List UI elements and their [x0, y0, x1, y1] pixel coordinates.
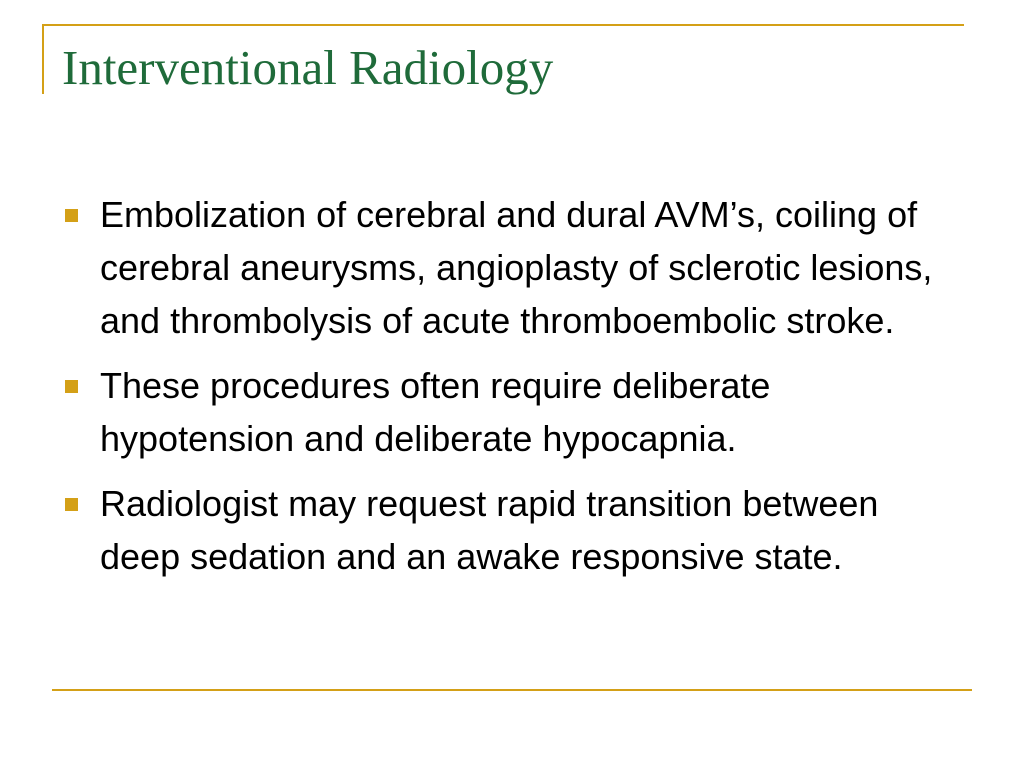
bullet-text: These procedures often require deliberate hypotension and deliberate hypocapnia. — [100, 365, 771, 459]
left-border-line — [42, 24, 44, 94]
square-bullet-icon — [65, 498, 78, 511]
bullet-list — [62, 188, 962, 595]
bullet-item — [62, 477, 962, 583]
bullet-item — [62, 188, 962, 347]
square-bullet-icon — [65, 209, 78, 222]
square-bullet-icon — [65, 380, 78, 393]
bullet-item — [62, 359, 962, 465]
bottom-border-line — [52, 689, 972, 691]
top-border-line — [42, 24, 964, 26]
bullet-text: Radiologist may request rapid transition between deep sedation and an awake responsive state. — [100, 483, 879, 577]
slide-title: Interventional Radiology — [62, 40, 554, 95]
bullet-text: Embolization of cerebral and dural AVM’s, coiling of cerebral aneurysms, angioplasty of sclerotic lesions, and thrombolysis of acute thromboembolic stroke. — [100, 194, 933, 341]
